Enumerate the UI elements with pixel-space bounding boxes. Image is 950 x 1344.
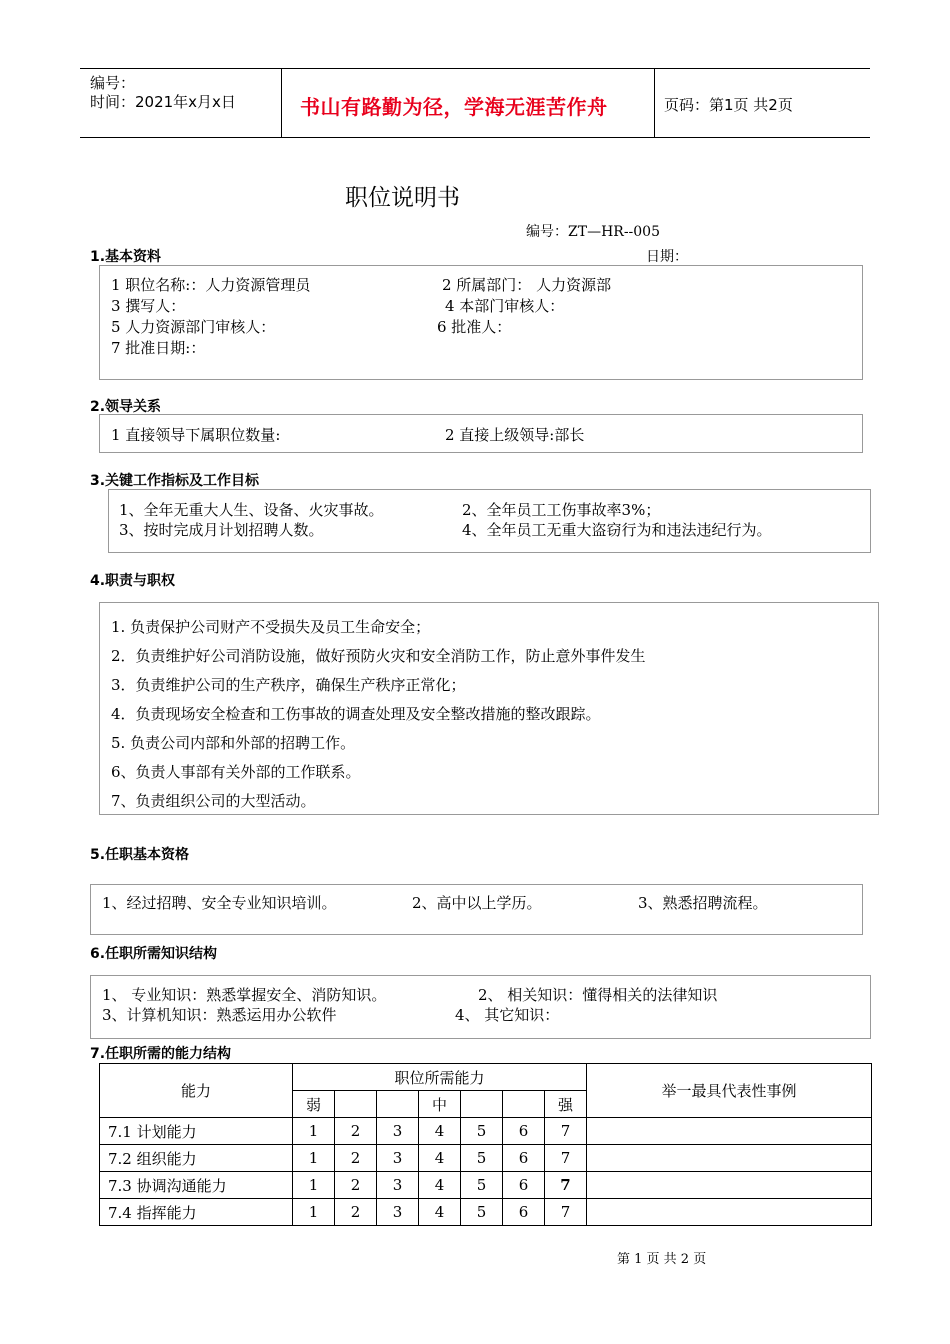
knowledge-item: 4、 其它知识： [455, 1006, 560, 1024]
level-cell: 4 [419, 1118, 461, 1145]
doc-number: 编号：ZT—HR--005 [526, 224, 660, 240]
col-required: 职位所需能力 [293, 1064, 587, 1091]
scale-mid: 中 [419, 1091, 461, 1118]
example-cell [587, 1118, 872, 1145]
duty-item: 6、负责人事部有关外部的工作联系。 [111, 763, 361, 781]
example-cell [587, 1145, 872, 1172]
info-item: 6 批准人： [437, 318, 512, 336]
table-row [100, 1118, 872, 1145]
ability-name: 7.1 计划能力 [100, 1118, 293, 1145]
level-cell: 7 [545, 1118, 587, 1145]
level-cell: 3 [377, 1199, 419, 1226]
info-item: 2 所属部门： 人力资源部 [442, 276, 612, 294]
level-cell: 5 [461, 1145, 503, 1172]
level-cell: 2 [335, 1145, 377, 1172]
level-cell: 3 [377, 1145, 419, 1172]
ability-name: 7.3 协调沟通能力 [100, 1172, 293, 1199]
section-heading: 3.关键工作指标及工作目标 [90, 473, 260, 489]
header-page: 页码：第1页 共2页 [664, 96, 793, 114]
scale-strong: 强 [545, 1091, 587, 1118]
col-ability: 能力 [100, 1064, 293, 1118]
level-cell: 5 [461, 1118, 503, 1145]
qualification-item: 3、熟悉招聘流程。 [638, 894, 768, 912]
info-item: 7 批准日期:： [111, 339, 206, 357]
kpi-item: 3、按时完成月计划招聘人数。 [119, 521, 324, 539]
level-cell: 1 [293, 1118, 335, 1145]
qualification-item: 2、高中以上学历。 [412, 894, 542, 912]
info-item: 1 职位名称:：人力资源管理员 [111, 276, 311, 294]
table-row [100, 1145, 872, 1172]
level-cell: 6 [503, 1199, 545, 1226]
section-heading: 4.职责与职权 [90, 573, 176, 589]
table-row [100, 1172, 872, 1199]
knowledge-item: 2、 相关知识：懂得相关的法律知识 [478, 986, 718, 1004]
col-example: 举一最具代表性事例 [587, 1064, 872, 1118]
level-cell: 2 [335, 1199, 377, 1226]
duty-item: 4．负责现场安全检查和工伤事故的调查处理及安全整改措施的整改跟踪。 [111, 705, 601, 723]
header-number: 编号： [90, 74, 136, 92]
date-label: 日期： [646, 249, 688, 265]
info-item: 3 撰写人： [111, 297, 186, 315]
scale-weak: 弱 [293, 1091, 335, 1118]
page-title: 职位说明书 [345, 185, 460, 211]
level-cell: 5 [461, 1199, 503, 1226]
qualification-item: 1、经过招聘、安全专业知识培训。 [102, 894, 337, 912]
section-heading: 1.基本资料 [90, 249, 162, 265]
level-cell: 1 [293, 1145, 335, 1172]
level-cell: 5 [461, 1172, 503, 1199]
header-divider [281, 69, 282, 137]
ability-name: 7.2 组织能力 [100, 1145, 293, 1172]
level-cell: 4 [419, 1172, 461, 1199]
level-cell: 2 [335, 1172, 377, 1199]
example-cell [587, 1199, 872, 1226]
duty-item: 1. 负责保护公司财产不受损失及员工生命安全； [111, 618, 431, 636]
level-cell: 6 [503, 1118, 545, 1145]
section-heading: 2.领导关系 [90, 399, 162, 415]
leadership-item: 2 直接上级领导:部长 [445, 426, 585, 444]
duty-item: 2．负责维护好公司消防设施，做好预防火灾和安全消防工作，防止意外事件发生 [111, 647, 646, 665]
info-item: 4 本部门审核人： [445, 297, 565, 315]
level-cell: 2 [335, 1118, 377, 1145]
kpi-item: 4、全年员工无重大盗窃行为和违法违纪行为。 [462, 521, 772, 539]
header-time: 时间：2021年x月x日 [90, 93, 236, 111]
section-heading: 5.任职基本资格 [90, 847, 190, 863]
level-cell: 1 [293, 1199, 335, 1226]
ability-name: 7.4 指挥能力 [100, 1199, 293, 1226]
page-footer: 第 1 页 共 2 页 [617, 1252, 707, 1267]
level-cell: 3 [377, 1172, 419, 1199]
section-heading: 6.任职所需知识结构 [90, 946, 218, 962]
info-item: 5 人力资源部门审核人： [111, 318, 276, 336]
ability-table [99, 1063, 872, 1226]
kpi-item: 1、全年无重大人生、设备、火灾事故。 [119, 501, 384, 519]
header-motto: 书山有路勤为径，学海无涯苦作舟 [300, 95, 608, 119]
duty-item: 3．负责维护公司的生产秩序，确保生产秩序正常化； [111, 676, 466, 694]
duty-item: 5. 负责公司内部和外部的招聘工作。 [111, 734, 356, 752]
kpi-item: 2、全年员工工伤事故率3%； [462, 501, 661, 519]
level-cell: 7 [545, 1145, 587, 1172]
knowledge-item: 3、计算机知识：熟悉运用办公软件 [102, 1006, 337, 1024]
level-cell: 4 [419, 1199, 461, 1226]
section-heading: 7.任职所需的能力结构 [90, 1046, 232, 1062]
level-cell: 7 [545, 1172, 587, 1199]
level-cell: 1 [293, 1172, 335, 1199]
knowledge-item: 1、 专业知识：熟悉掌握安全、消防知识。 [102, 986, 387, 1004]
level-cell: 6 [503, 1145, 545, 1172]
duty-item: 7、负责组织公司的大型活动。 [111, 792, 316, 810]
level-cell: 6 [503, 1172, 545, 1199]
example-cell [587, 1172, 872, 1199]
level-cell: 4 [419, 1145, 461, 1172]
level-cell: 3 [377, 1118, 419, 1145]
level-cell: 7 [545, 1199, 587, 1226]
header-divider [654, 69, 655, 137]
table-row [100, 1199, 872, 1226]
table-header-row [100, 1064, 872, 1091]
leadership-item: 1 直接领导下属职位数量: [111, 426, 281, 444]
